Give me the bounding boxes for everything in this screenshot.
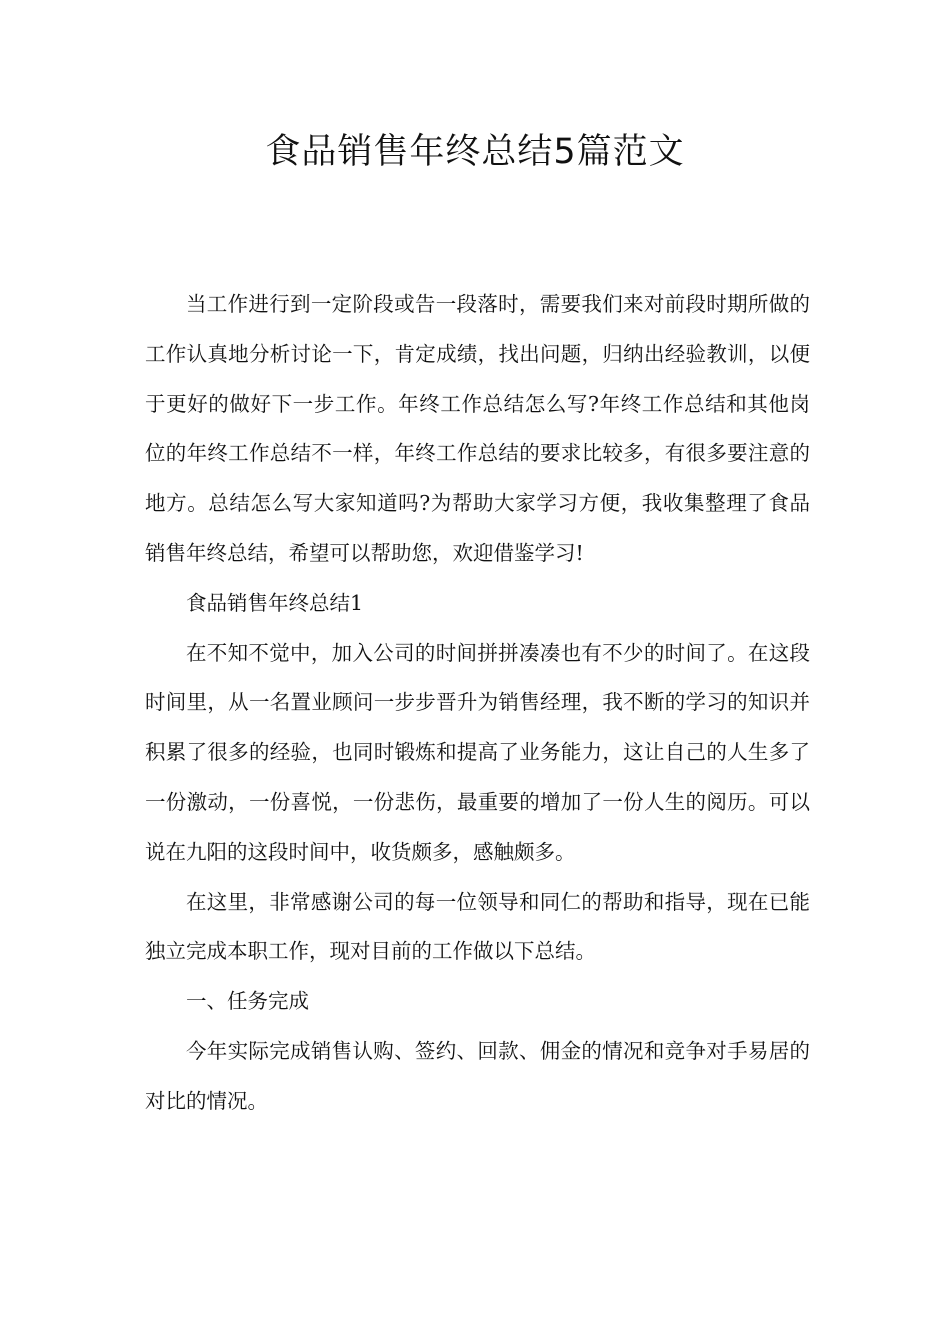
body-paragraph: 在这里，非常感谢公司的每一位领导和同仁的帮助和指导，现在已能独立完成本职工作，现对目前的工作做以下总结。: [145, 889, 810, 964]
document-title: 食品销售年终总结5篇范文: [265, 132, 685, 172]
body-paragraph: 在不知不觉中，加入公司的时间拼拼凑凑也有不少的时间了。在这段时间里，从一名置业顾问一步步晋升为销售经理，我不断的学习的知识并积累了很多的经验，也同时锻炼和提高了业务能力，这让自己的人生多了一份激动，一份喜悦，一份悲伤，最重要的增加了一份人生的阅历。可以说在九阳的这段时间中，收货颇多，感触颇多。: [145, 640, 810, 864]
subsection-heading: 一、任务完成: [186, 989, 309, 1014]
section-heading: 食品销售年终总结1: [186, 590, 364, 615]
body-paragraph: 今年实际完成销售认购、签约、回款、佣金的情况和竞争对手易居的对比的情况。: [145, 1038, 810, 1113]
document-body: [145, 280, 810, 1127]
intro-paragraph: 当工作进行到一定阶段或告一段落时，需要我们来对前段时期所做的工作认真地分析讨论一下，肯定成绩，找出问题，归纳出经验教训，以便于更好的做好下一步工作。年终工作总结怎么写?年终工作总结和其他岗位的年终工作总结不一样，年终工作总结的要求比较多，有很多要注意的地方。总结怎么写大家知道吗?为帮助大家学习方便，我收集整理了食品销售年终总结，希望可以帮助您，欢迎借鉴学习!: [145, 292, 810, 565]
